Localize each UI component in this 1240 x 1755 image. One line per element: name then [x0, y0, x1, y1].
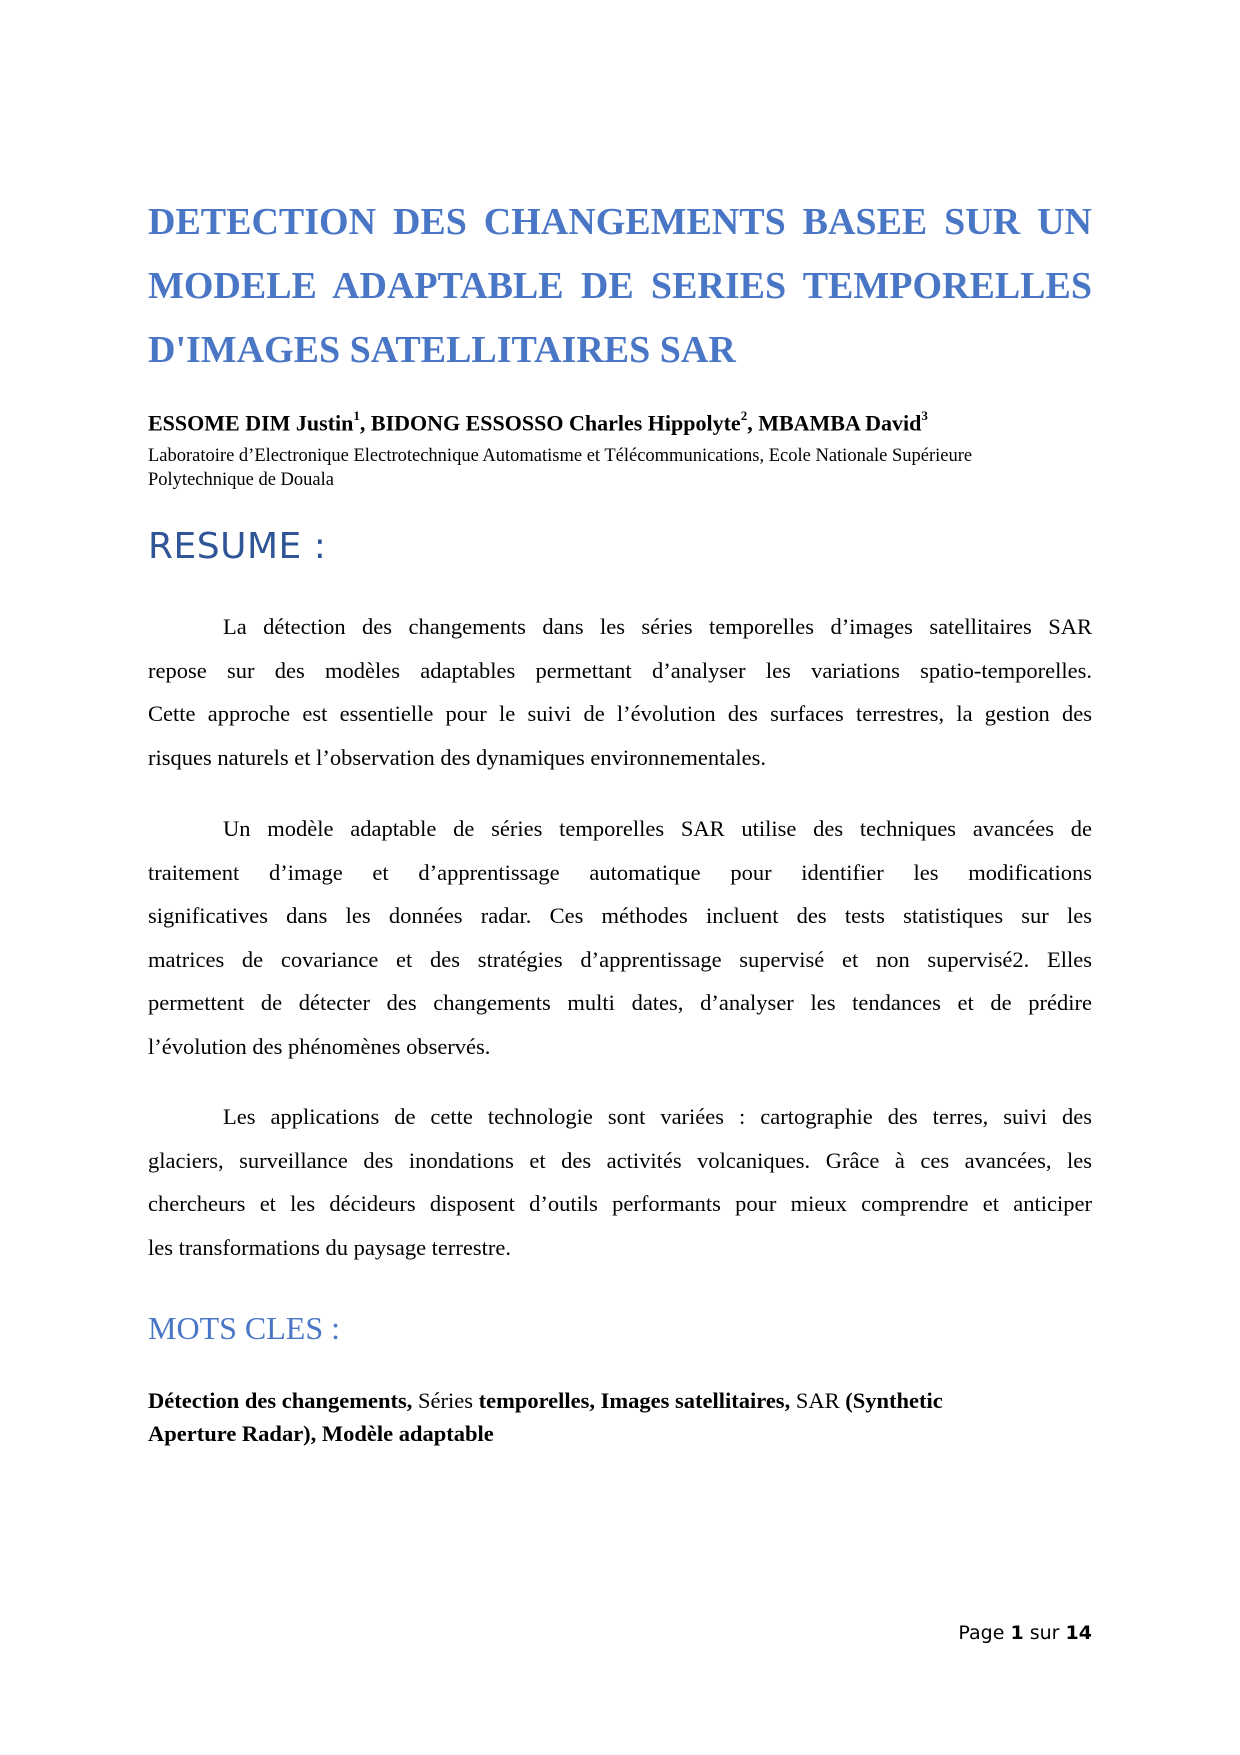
paragraph-line: les transformations du paysage terrestre. — [148, 1234, 511, 1260]
total-page-count: 14 — [1065, 1622, 1092, 1644]
current-page-number: 1 — [1010, 1622, 1024, 1644]
keyword: temporelles, Images satellitaires, — [478, 1388, 791, 1413]
author-2: BIDONG ESSOSSO Charles Hippolyte — [370, 410, 741, 436]
author-3: MBAMBA David — [758, 410, 922, 436]
affiliation-line-1: Laboratoire d’Electronique Electrotechnique Automatisme et Télécommunications, Ecole Nationale Supérieure — [148, 446, 973, 466]
keywords-line-2 — [148, 1417, 1092, 1450]
paragraph-line: Cette approche est essentielle pour le suivi de l’évolution des surfaces terrestres, la gestion des — [148, 701, 1092, 726]
keywords-heading: MOTS CLES : — [148, 1310, 341, 1346]
author-1-affil-mark: 1 — [353, 408, 360, 423]
paragraph-line: Les applications de cette technologie sont variées : cartographie des terres, suivi des — [223, 1104, 1092, 1129]
keyword-plain: Séries — [417, 1388, 473, 1413]
keyword: Détection des changements, — [148, 1388, 413, 1413]
paragraph-line: chercheurs et les décideurs disposent d’outils performants pour mieux comprendre et anticiper — [148, 1191, 1092, 1216]
author-3-affil-mark: 3 — [921, 408, 928, 423]
affiliation — [148, 444, 1092, 492]
keyword: Aperture Radar), Modèle adaptable — [148, 1421, 494, 1446]
keyword-plain: SAR — [795, 1388, 840, 1413]
title-line-3: D'IMAGES SATELLITAIRES SAR — [148, 329, 736, 371]
author-1: ESSOME DIM Justin — [148, 410, 354, 436]
title-line-2: MODELE ADAPTABLE DE SERIES TEMPORELLES — [148, 265, 1092, 307]
paragraph-line: significatives dans les données radar. Ces méthodes incluent des tests statistiques sur les — [148, 903, 1092, 928]
paragraph-line: La détection des changements dans les séries temporelles d’images satellitaires SAR — [223, 614, 1092, 639]
abstract-paragraph-3 — [148, 1095, 1092, 1269]
paper-title — [148, 190, 1092, 382]
paragraph-line: glaciers, surveillance des inondations et des activités volcaniques. Grâce à ces avancées, les — [148, 1147, 1092, 1173]
footer-page-label: Page — [958, 1622, 1005, 1644]
page-number-footer — [958, 1622, 1092, 1644]
paragraph-line: traitement d’image et d’apprentissage automatique pour identifier les modifications — [148, 859, 1092, 885]
paragraph-line: permettent de détecter des changements multi dates, d’analyser les tendances et de prédire — [148, 990, 1092, 1015]
abstract-paragraph-2 — [148, 807, 1092, 1068]
keywords-list — [148, 1384, 1092, 1450]
paragraph-line: repose sur des modèles adaptables permettant d’analyser les variations spatio-temporelles. — [148, 657, 1092, 683]
resume-heading: RESUME : — [148, 526, 327, 567]
affiliation-line-2: Polytechnique de Douala — [148, 470, 334, 490]
author-separator: , — [359, 410, 371, 436]
keywords-line-1 — [148, 1384, 1092, 1417]
abstract-paragraph-1 — [148, 605, 1092, 779]
title-line-1: DETECTION DES CHANGEMENTS BASEE SUR UN — [148, 201, 1092, 243]
footer-of-label: sur — [1029, 1622, 1060, 1644]
author-list — [148, 410, 1092, 436]
author-2-affil-mark: 2 — [740, 408, 748, 423]
paragraph-line: matrices de covariance et des stratégies d’apprentissage supervisé et non supervisé2. Elles — [148, 946, 1092, 972]
keyword: (Synthetic — [845, 1388, 943, 1413]
paragraph-line: l’évolution des phénomènes observés. — [148, 1033, 491, 1059]
paragraph-line: risques naturels et l’observation des dynamiques environnementales. — [148, 744, 766, 770]
author-separator: , — [747, 410, 759, 436]
paragraph-line: Un modèle adaptable de séries temporelles SAR utilise des techniques avancées de — [223, 816, 1092, 841]
